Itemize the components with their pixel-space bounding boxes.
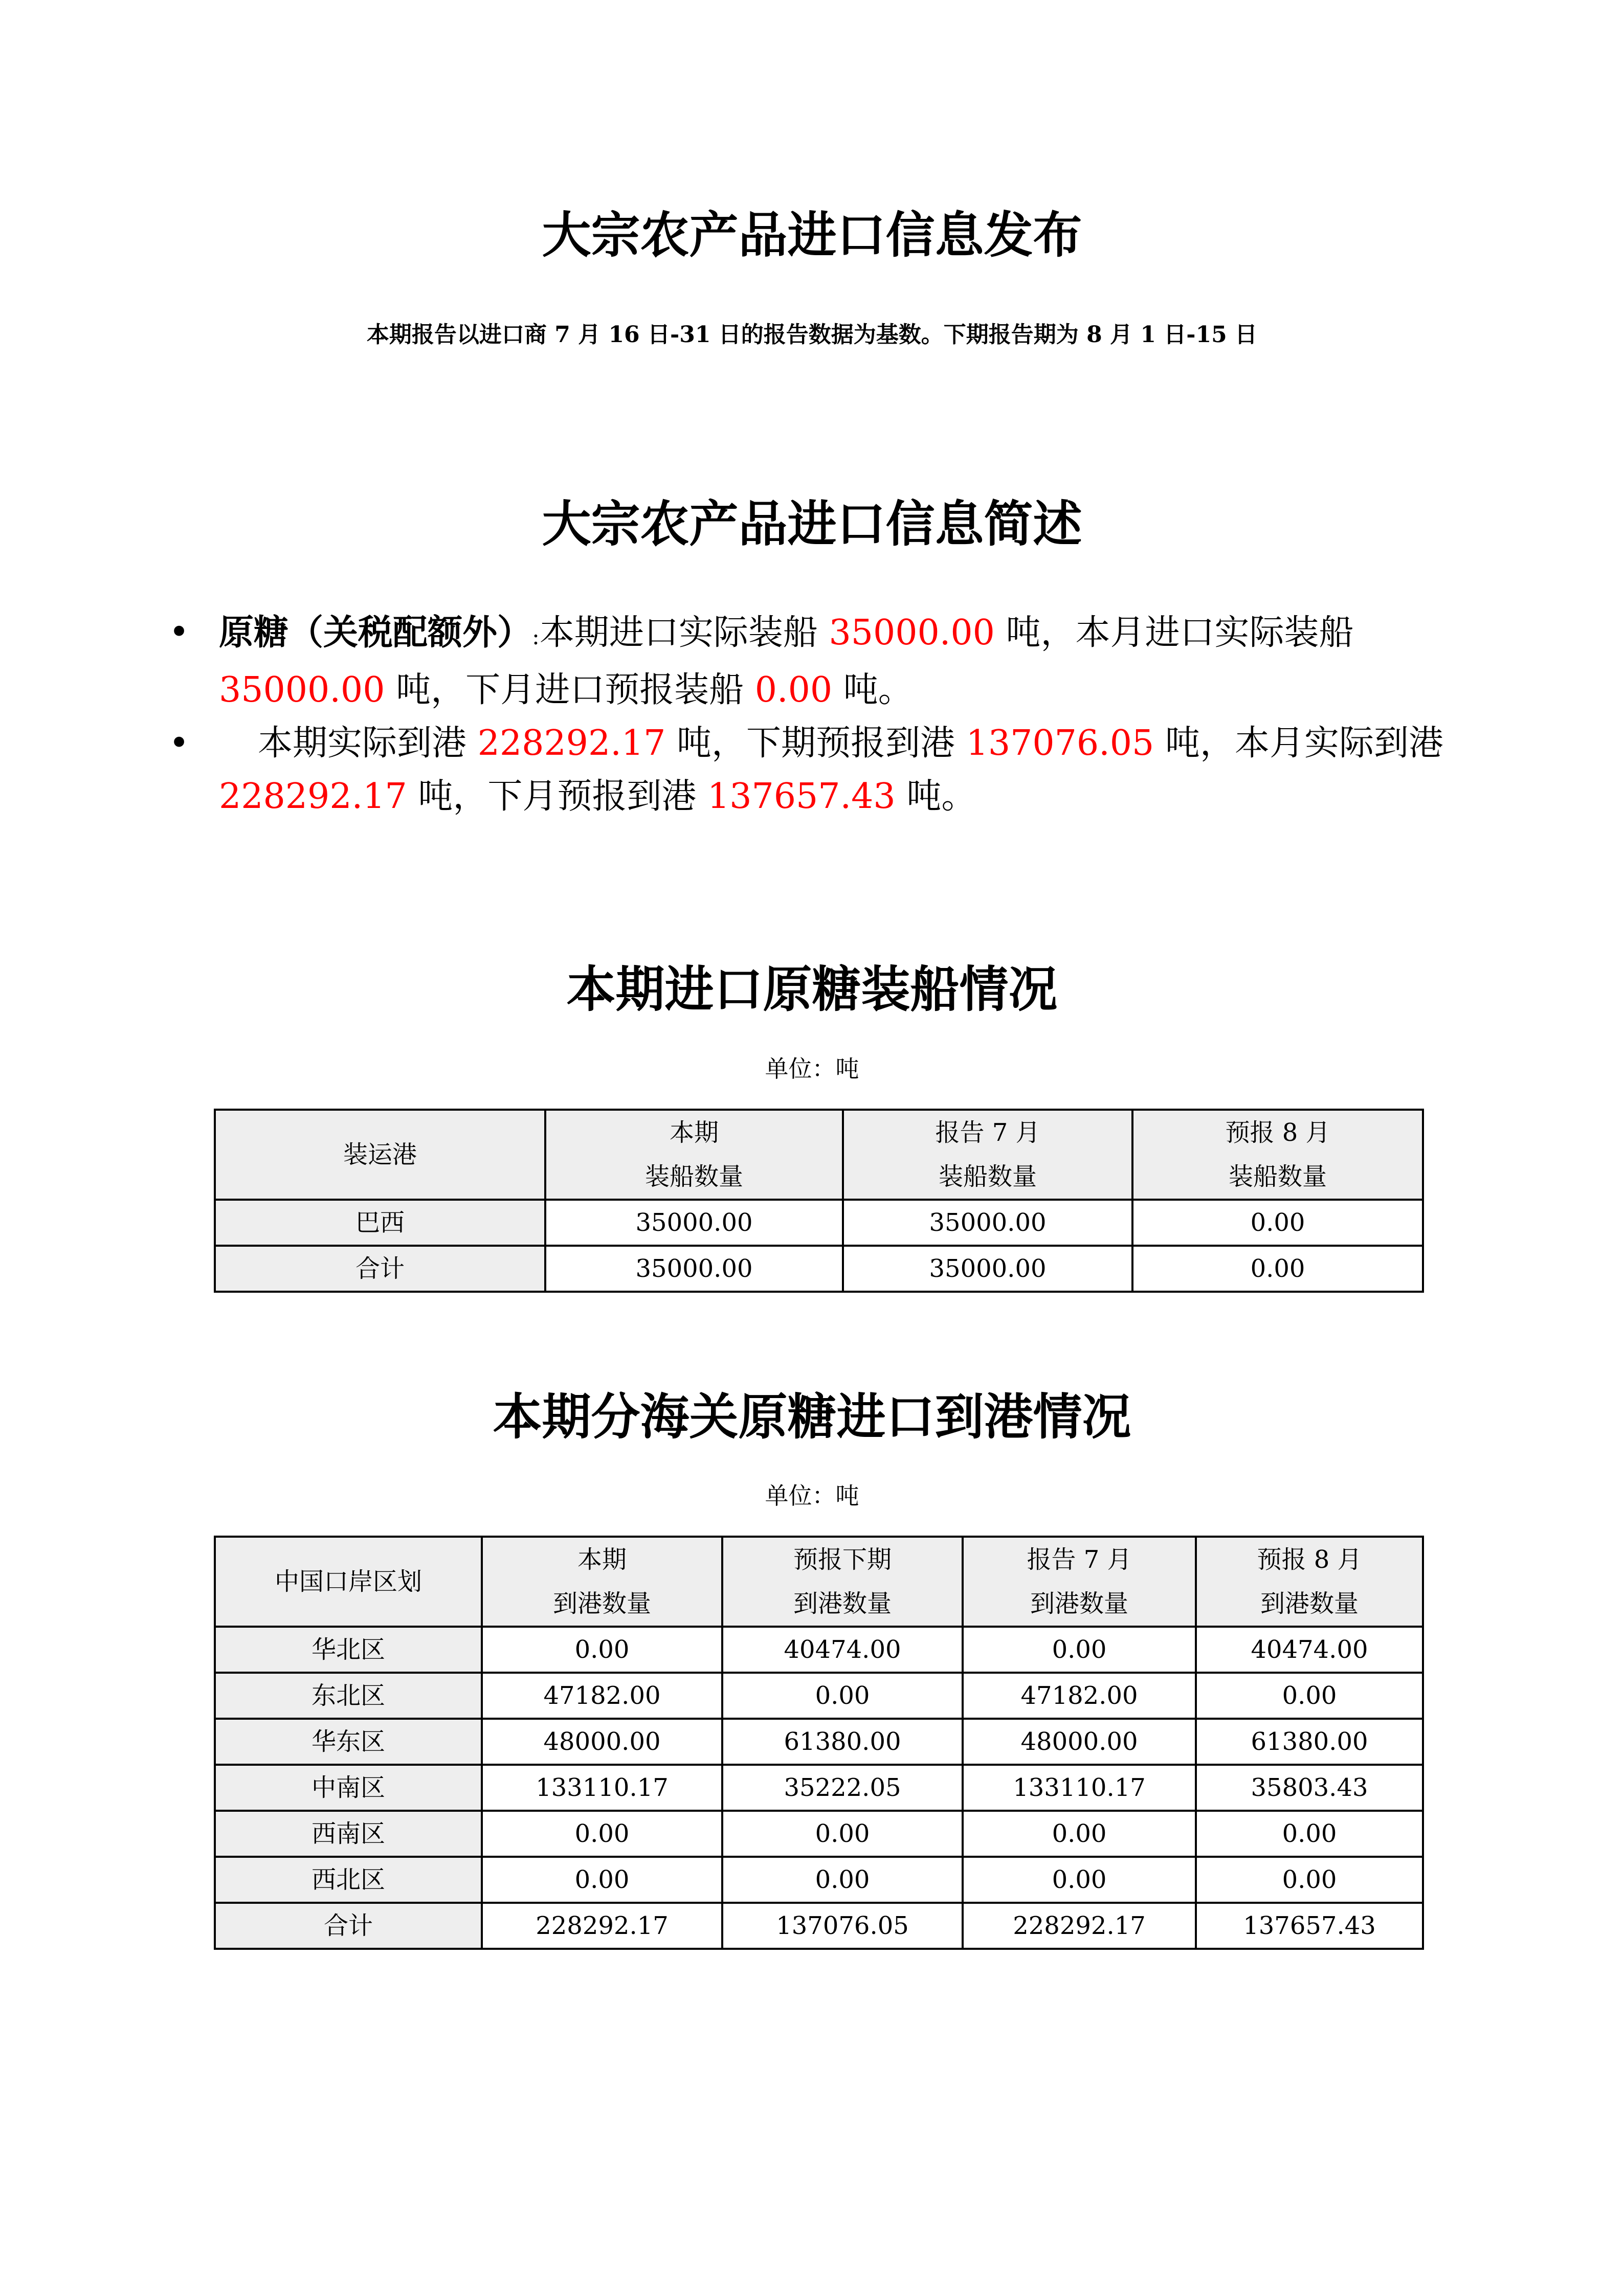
row-label: 华北区 [215, 1627, 482, 1673]
table-cell: 228292.17 [482, 1903, 722, 1949]
row-label: 合计 [215, 1903, 482, 1949]
column-header-line: 装运港 [343, 1140, 417, 1169]
table-cell: 0.00 [482, 1627, 722, 1673]
table-cell: 0.00 [963, 1627, 1196, 1673]
table-row [215, 1673, 1423, 1719]
table-cell: 0.00 [963, 1811, 1196, 1857]
table-header-row [215, 1110, 1423, 1200]
column-header [215, 1537, 482, 1627]
table-row [215, 1811, 1423, 1857]
page-title: 大宗农产品进口信息发布 [542, 206, 1082, 264]
column-header-line: 报告 7 月 [1027, 1545, 1132, 1574]
column-header-line: 报告 7 月 [935, 1118, 1040, 1147]
column-header-line: 到港数量 [793, 1589, 892, 1618]
table-row [215, 1765, 1423, 1811]
column-header [963, 1537, 1196, 1627]
row-label: 合计 [215, 1246, 545, 1292]
table-row [215, 1627, 1423, 1673]
shipment-heading: 本期进口原糖装船情况 [566, 960, 1058, 1018]
table-row [215, 1200, 1423, 1246]
row-label: 东北区 [215, 1673, 482, 1719]
month-shipment-value: 35000.00 [219, 670, 385, 710]
row-label: 巴西 [215, 1200, 545, 1246]
next-month-arrival-value: 137657.43 [707, 776, 896, 817]
table-cell: 48000.00 [963, 1719, 1196, 1765]
current-arrival-value: 228292.17 [477, 723, 666, 763]
table-row [215, 1903, 1423, 1949]
table-cell: 133110.17 [963, 1765, 1196, 1811]
month-arrival-value: 228292.17 [219, 776, 407, 817]
table-cell: 0.00 [1132, 1200, 1423, 1246]
table-cell: 228292.17 [963, 1903, 1196, 1949]
table-cell: 61380.00 [1196, 1719, 1423, 1765]
column-header [215, 1110, 545, 1200]
table-row [215, 1246, 1423, 1292]
table-cell: 0.00 [1196, 1857, 1423, 1903]
next-period-arrival-value: 137076.05 [966, 723, 1154, 763]
column-header [482, 1537, 722, 1627]
arrival-table [214, 1536, 1424, 1950]
table-cell: 0.00 [1132, 1246, 1423, 1292]
column-header-line: 装船数量 [644, 1162, 743, 1191]
period-note: 本期报告以进口商 7 月 16 日-31 日的报告数据为基数。下期报告期为 8 月 1 日-15 日 [366, 322, 1258, 348]
column-header-line: 本期 [577, 1545, 627, 1574]
summary-bullet-sugar-shipment: • 原糖（关税配额外）:本期进口实际装船 35000.00 吨，本月进口实际装船 35000.00 吨，下月进口预报装船 0.00 吨。 [164, 606, 1473, 717]
row-label: 西北区 [215, 1857, 482, 1903]
column-header [722, 1537, 963, 1627]
column-header-line: 预报 8 月 [1225, 1118, 1330, 1147]
arrival-heading: 本期分海关原糖进口到港情况 [493, 1388, 1131, 1446]
column-header [1196, 1537, 1423, 1627]
shipment-unit: 单位：吨 [765, 1055, 859, 1083]
bullet-icon: • [168, 723, 190, 763]
table-cell: 137657.43 [1196, 1903, 1423, 1949]
column-header [843, 1110, 1132, 1200]
table-cell: 61380.00 [722, 1719, 963, 1765]
table-cell: 137076.05 [722, 1903, 963, 1949]
row-label: 华东区 [215, 1719, 482, 1765]
table-cell: 0.00 [963, 1857, 1196, 1903]
table-cell: 35803.43 [1196, 1765, 1423, 1811]
table-cell: 0.00 [722, 1857, 963, 1903]
table-cell: 35222.05 [722, 1765, 963, 1811]
table-cell: 35000.00 [545, 1246, 843, 1292]
column-header-line: 装船数量 [938, 1162, 1037, 1191]
table-row [215, 1857, 1423, 1903]
product-name: 原糖（关税配额外） [219, 612, 532, 653]
column-header [545, 1110, 843, 1200]
column-header-line: 中国口岸区划 [274, 1567, 422, 1596]
column-header-line: 到港数量 [552, 1589, 651, 1618]
table-cell: 0.00 [1196, 1673, 1423, 1719]
table-cell: 48000.00 [482, 1719, 722, 1765]
next-month-shipment-value: 0.00 [754, 670, 833, 710]
column-header [1132, 1110, 1423, 1200]
summary-heading: 大宗农产品进口信息简述 [542, 495, 1082, 553]
shipment-table [214, 1109, 1424, 1293]
arrival-unit: 单位：吨 [765, 1482, 859, 1510]
column-header-line: 装船数量 [1228, 1162, 1327, 1191]
table-cell: 0.00 [722, 1811, 963, 1857]
row-label: 中南区 [215, 1765, 482, 1811]
table-cell: 40474.00 [722, 1627, 963, 1673]
column-header-line: 预报下期 [793, 1545, 892, 1574]
current-shipment-value: 35000.00 [829, 613, 995, 653]
table-cell: 0.00 [1196, 1811, 1423, 1857]
table-cell: 35000.00 [843, 1246, 1132, 1292]
table-cell: 35000.00 [843, 1200, 1132, 1246]
table-cell: 0.00 [482, 1811, 722, 1857]
row-label: 西南区 [215, 1811, 482, 1857]
summary-bullet-sugar-arrival: • 本期实际到港 228292.17 吨，下期预报到港 137076.05 吨，本月实际到港 228292.17 吨，下月预报到港 137657.43 吨。 [164, 717, 1473, 823]
column-header-line: 预报 8 月 [1257, 1545, 1362, 1574]
column-header-line: 到港数量 [1260, 1589, 1359, 1618]
table-cell: 35000.00 [545, 1200, 843, 1246]
table-row [215, 1719, 1423, 1765]
table-cell: 133110.17 [482, 1765, 722, 1811]
table-header-row [215, 1537, 1423, 1627]
table-cell: 47182.00 [963, 1673, 1196, 1719]
bullet-icon: • [168, 612, 190, 652]
table-cell: 47182.00 [482, 1673, 722, 1719]
table-cell: 0.00 [482, 1857, 722, 1903]
column-header-line: 到港数量 [1030, 1589, 1128, 1618]
table-cell: 0.00 [722, 1673, 963, 1719]
summary-list [164, 606, 1473, 823]
table-cell: 40474.00 [1196, 1627, 1423, 1673]
column-header-line: 本期 [669, 1118, 719, 1147]
